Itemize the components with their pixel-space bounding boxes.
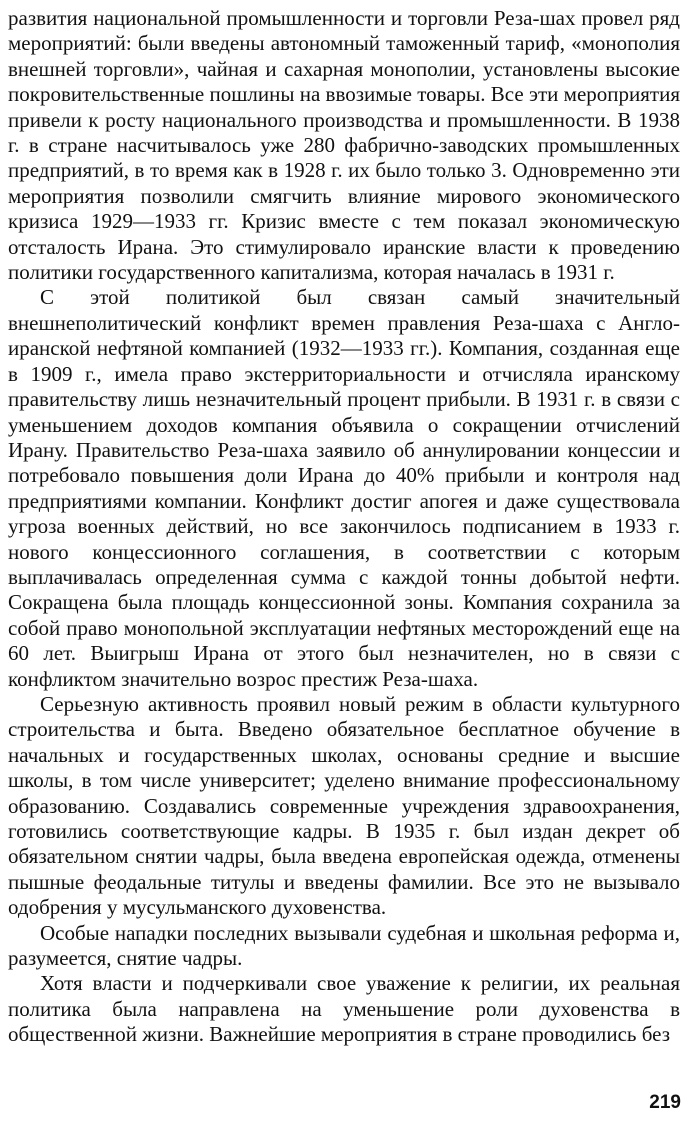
paragraph-3: Серьезную активность проявил новый режим в области культурного строительства и быта. Введено обязательное бесплатное обучение в начальных и государственных школах, основаны средние и высшие школы, в том числе университет; уделено внимание профессиональному образованию. Создавались современные учреждения здравоохранения, готовились соответствующие кадры. В 1935 г. был издан декрет об обязательном снятии чадры, была введена европейская одежда, отменены пышные феодальные титулы и введены фамилии. Все это не вызывало одобрения у мусульманского духовенства. xyxy=(8,691,680,920)
paragraph-2: С этой политикой был связан самый значительный внешнеполитический конфликт времен правления Реза-шаха с Англо-иранской нефтяной компанией (1932—1933 гг.). Компания, созданная еще в 1909 г., имела право экстерриториальности и отчисляла иранскому правительству лишь незначительный процент прибыли. В 1931 г. в связи с уменьшением доходов компания объявила о сокращении отчислений Ирану. Правительство Реза-шаха заявило об аннулировании концессии и потребовало повышения доли Ирана до 40% прибыли и контроля над предприятиями компании. Конфликт достиг апогея и даже существовала угроза военных действий, но все закончилось подписанием в 1933 г. нового концессионного соглашения, в соответствии с которым выплачивалась определенная сумма с каждой тонны добытой нефти. Сокращена была площадь концессионной зоны. Компания сохранила за собой право монопольной эксплуатации нефтяных месторождений еще на 60 лет. Выигрыш Ирана от этого был незначителен, но в связи с конфликтом значительно возрос престиж Реза-шаха. xyxy=(8,285,680,691)
page-body xyxy=(8,6,680,1048)
paragraph-4: Особые нападки последних вызывали судебная и школьная реформа и, разумеется, снятие чадры. xyxy=(8,920,680,971)
paragraph-5: Хотя власти и подчеркивали свое уважение к религии, их реальная политика была направлена на уменьшение роли духовенства в общественной жизни. Важнейшие мероприятия в стране проводились без xyxy=(8,971,680,1047)
page-number: 219 xyxy=(649,1092,681,1113)
paragraph-1: развития национальной промышленности и торговли Реза-шах провел ряд мероприятий: были введены автономный таможенный тариф, «монополия внешней торговли», чайная и сахарная монополии, установлены высокие покровительственные пошлины на ввозимые товары. Все эти мероприятия привели к росту национального производства и промышленности. В 1938 г. в стране насчитывалось уже 280 фабрично-заводских промышленных предприятий, в то время как в 1928 г. их было только 3. Одновременно эти мероприятия позволили смягчить влияние мирового экономического кризиса 1929—1933 гг. Кризис вместе с тем показал экономическую отсталость Ирана. Это стимулировало иранские власти к проведению политики государственного капитализма, которая началась в 1931 г. xyxy=(8,6,680,285)
